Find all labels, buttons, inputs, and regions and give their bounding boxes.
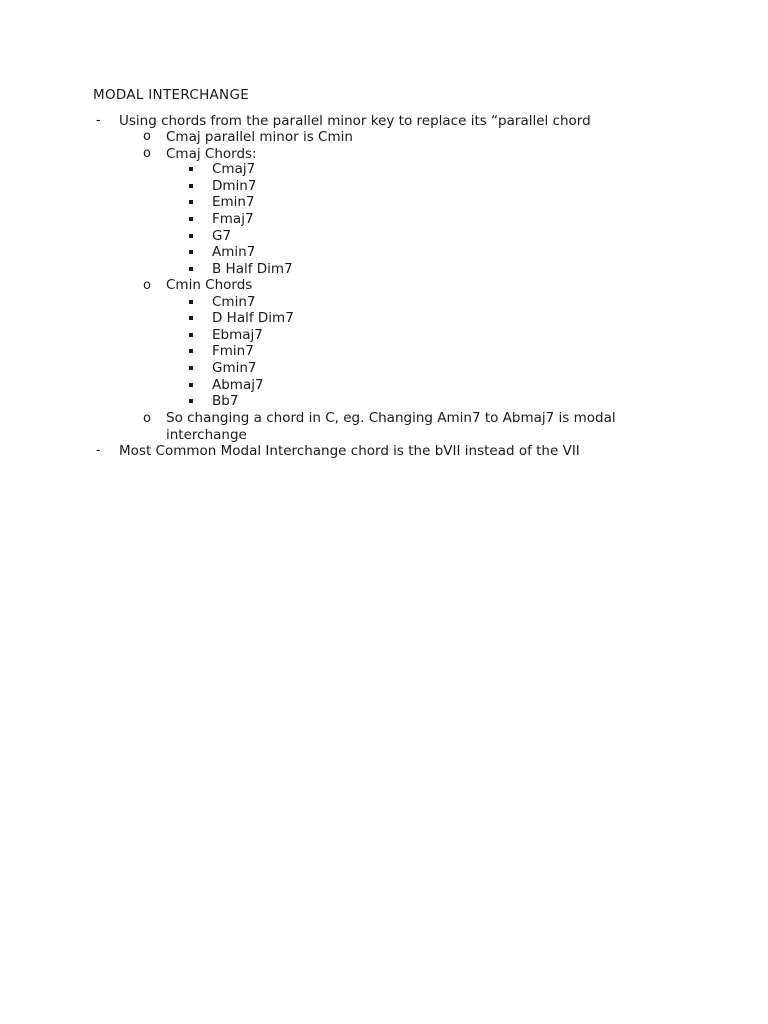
chord-item: Dmin7 <box>212 178 257 194</box>
square-bullet <box>189 167 193 171</box>
chord-item: Fmaj7 <box>212 211 254 227</box>
square-bullet <box>189 366 193 370</box>
sub-item-text: Cmin Chords <box>166 277 253 293</box>
chord-item: Gmin7 <box>212 360 257 376</box>
chord-item: Abmaj7 <box>212 377 264 393</box>
chord-item: D Half Dim7 <box>212 310 294 326</box>
circle-bullet: o <box>143 278 151 293</box>
square-bullet <box>189 184 193 188</box>
square-bullet <box>189 349 193 353</box>
chord-item: Amin7 <box>212 244 256 260</box>
square-bullet <box>189 383 193 387</box>
list-item-text: Using chords from the parallel minor key to replace its “parallel chord <box>119 113 591 129</box>
sub-item-text: Cmaj parallel minor is Cmin <box>166 129 353 145</box>
chord-item: Cmaj7 <box>212 161 256 177</box>
list-item-text: Most Common Modal Interchange chord is the bVII instead of the VII <box>119 443 580 459</box>
dash-bullet: - <box>96 443 101 458</box>
square-bullet <box>189 333 193 337</box>
chord-item: Fmin7 <box>212 343 254 359</box>
circle-bullet: o <box>143 129 151 144</box>
circle-bullet: o <box>143 146 151 161</box>
sub-item-text: So changing a chord in C, eg. Changing Amin7 to Abmaj7 is modal <box>166 410 616 426</box>
circle-bullet: o <box>143 411 151 426</box>
sub-item-text-continuation: interchange <box>166 427 247 443</box>
square-bullet <box>189 399 193 403</box>
square-bullet <box>189 234 193 238</box>
sub-item-text: Cmaj Chords: <box>166 146 257 162</box>
chord-item: Bb7 <box>212 393 239 409</box>
chord-item: Emin7 <box>212 194 255 210</box>
chord-item: B Half Dim7 <box>212 261 293 277</box>
document-title: MODAL INTERCHANGE <box>93 87 250 103</box>
chord-item: Ebmaj7 <box>212 327 263 343</box>
square-bullet <box>189 217 193 221</box>
square-bullet <box>189 250 193 254</box>
square-bullet <box>189 200 193 204</box>
square-bullet <box>189 300 193 304</box>
dash-bullet: - <box>96 113 101 128</box>
chord-item: Cmin7 <box>212 294 256 310</box>
chord-item: G7 <box>212 228 232 244</box>
square-bullet <box>189 316 193 320</box>
square-bullet <box>189 267 193 271</box>
